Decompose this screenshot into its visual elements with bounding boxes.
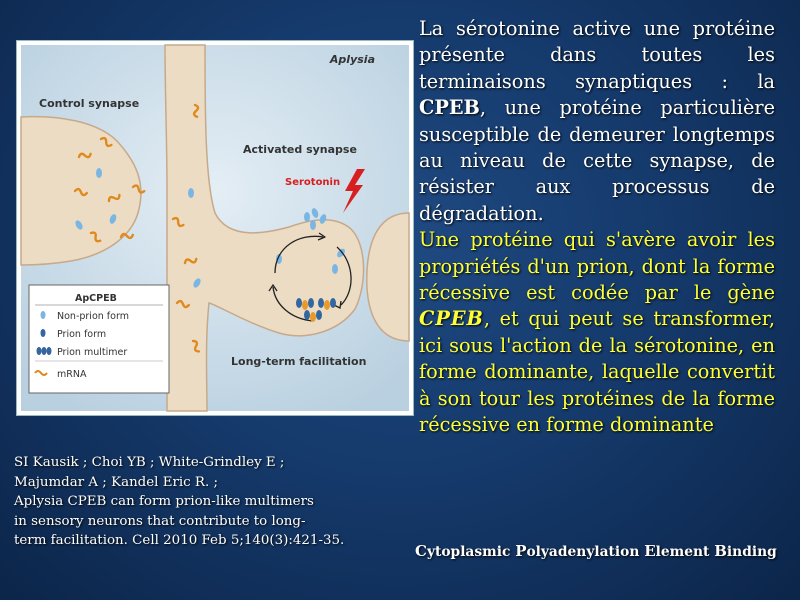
control-synapse-label: Control synapse	[39, 97, 140, 110]
legend-item: Prion multimer	[57, 347, 128, 358]
serotonin-label: Serotonin	[285, 177, 341, 188]
legend-item: Prion form	[57, 329, 107, 340]
ltf-label: Long-term facilitation	[231, 355, 367, 368]
legend	[29, 285, 169, 393]
legend-item: mRNA	[57, 369, 87, 380]
citation-line: SI Kausik ; Choi YB ; White-Grindley E ;	[14, 455, 285, 470]
main-text	[419, 16, 775, 439]
citation-line: in sensory neurons that contribute to long-	[14, 513, 306, 529]
cpeb-expansion: Cytoplasmic Polyadenylation Element Binding	[415, 542, 777, 560]
cpeb-term: CPEB	[419, 96, 480, 120]
cpeb-gene: CPEB	[419, 307, 484, 331]
aplysia-cpeb-figure	[16, 40, 414, 416]
citation-line: Majumdar A ; Kandel Eric R. ;	[14, 474, 219, 490]
organism-label: Aplysia	[329, 53, 375, 66]
legend-item: Non-prion form	[57, 311, 129, 322]
citation-line: Aplysia CPEB can form prion-like multimers	[14, 494, 314, 509]
paragraph-serotonin: La sérotonine active une protéine présente dans toutes les terminaisons synaptiques : la CPEB, une protéine particulière susceptible de demeurer longtemps au niveau de cette synapse, de résister aux processus de dégradation.	[419, 17, 775, 225]
legend-title: ApCPEB	[75, 293, 117, 304]
citation	[14, 453, 364, 551]
paragraph-prion: Une protéine qui s'avère avoir les propriétés d'un prion, dont la forme récessive est codée par le gène CPEB, et qui peut se transformer, ici sous l'action de la sérotonine, en forme dominante, laquelle convertit à son tour les protéines de la forme récessive en forme dominante	[419, 228, 775, 437]
activated-synapse-label: Activated synapse	[243, 143, 357, 156]
citation-line: term facilitation. Cell 2010 Feb 5;140(3):421-35.	[14, 533, 345, 548]
